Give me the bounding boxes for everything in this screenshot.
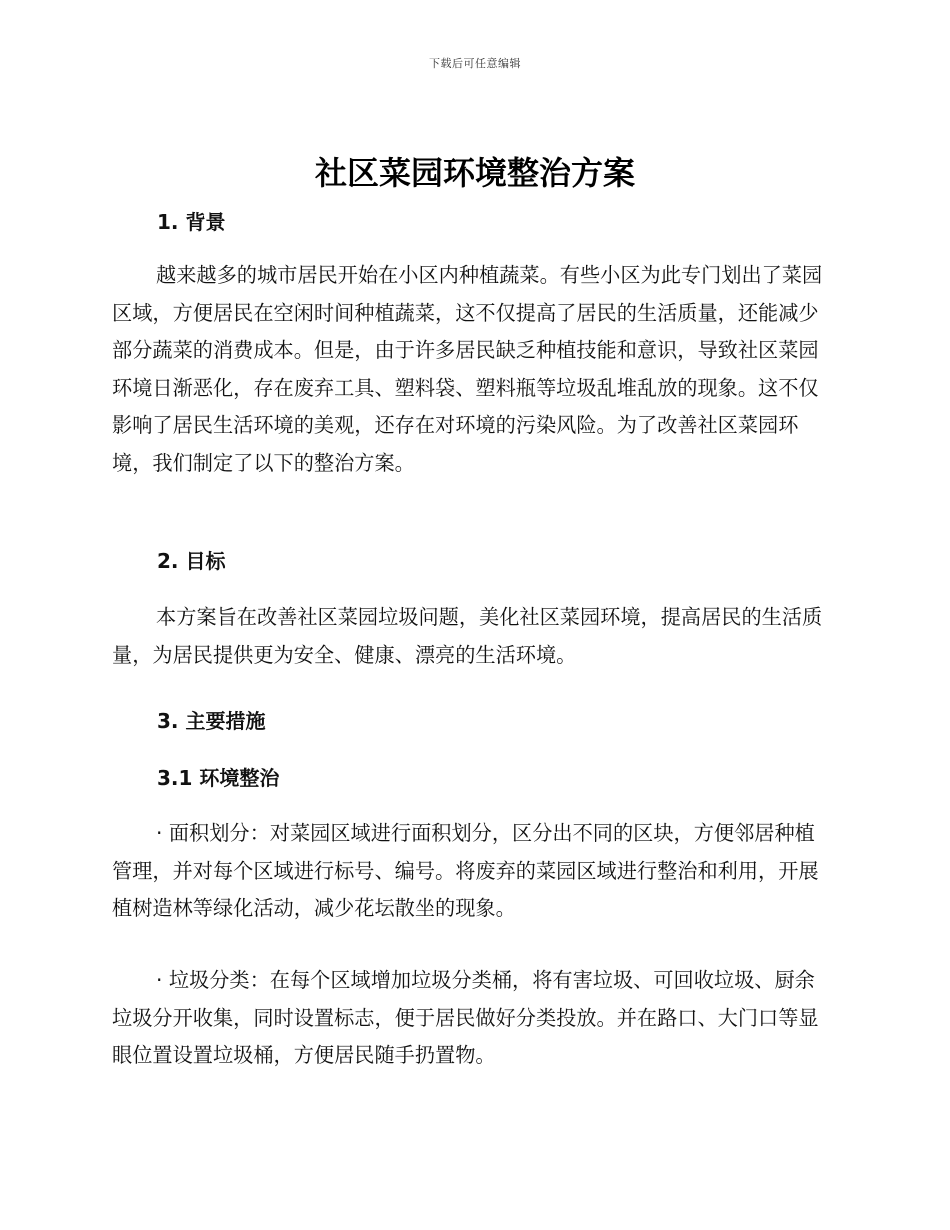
- measure-garbage-sorting: · 垃圾分类：在每个区域增加垃圾分类桶，将有害垃圾、可回收垃圾、厨余垃圾分开收集，同时设置标志，便于居民做好分类投放。并在路口、大门口等显眼位置设置垃圾桶，方便居民随手扔置物。: [112, 968, 819, 1067]
- measure-area-division: · 面积划分：对菜园区域进行面积划分，区分出不同的区块，方便邻居种植管理，并对每个区域进行标号、编号。将废弃的菜园区域进行整治和利用，开展植树造林等绿化活动，减少花坛散坐的现象。: [112, 821, 819, 920]
- section-heading-measures: 3. 主要措施: [157, 709, 266, 733]
- goal-paragraph: 本方案旨在改善社区菜园垃圾问题，美化社区菜园环境，提高居民的生活质量，为居民提供更为安全、健康、漂亮的生活环境。: [112, 605, 823, 667]
- section-heading-background: 1. 背景: [157, 210, 226, 234]
- background-paragraph: 越来越多的城市居民开始在小区内种植蔬菜。有些小区为此专门划出了菜园区域，方便居民在空闲时间种植蔬菜，这不仅提高了居民的生活质量，还能减少部分蔬菜的消费成本。但是，由于许多居民缺乏种植技能和意识，导致社区菜园环境日渐恶化，存在废弃工具、塑料袋、塑料瓶等垃圾乱堆乱放的现象。这不仅影响了居民生活环境的美观，还存在对环境的污染风险。为了改善社区菜园环境，我们制定了以下的整治方案。: [112, 263, 823, 475]
- section-heading-goal: 2. 目标: [157, 549, 226, 573]
- header-note: 下载后可任意编辑: [429, 57, 521, 70]
- document-title: 社区菜园环境整治方案: [314, 154, 635, 192]
- section-heading-environment: 3.1 环境整治: [157, 766, 280, 790]
